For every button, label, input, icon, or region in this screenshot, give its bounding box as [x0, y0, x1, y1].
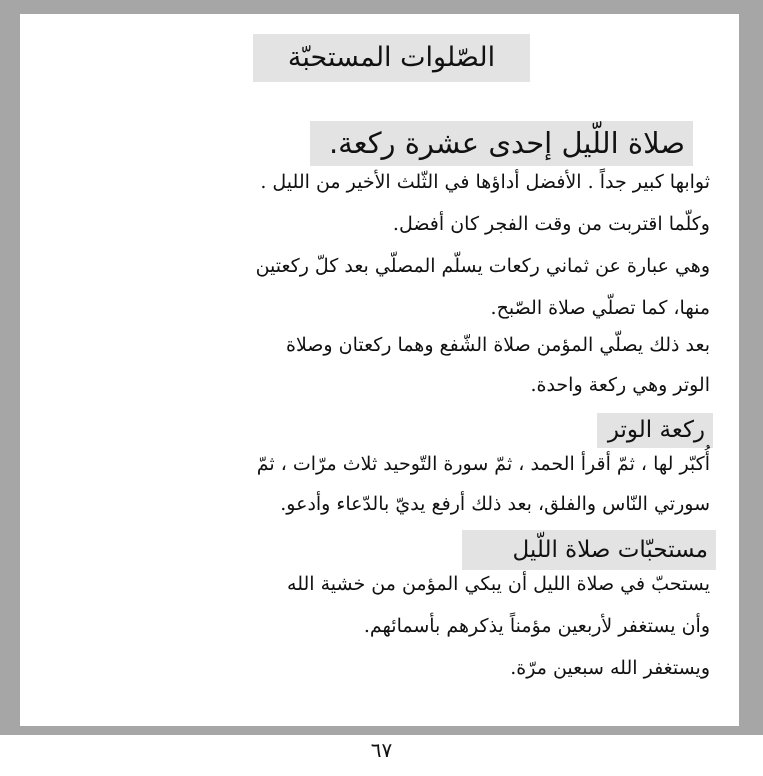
- body-line: منها، كما تصلّي صلاة الصّبح.: [490, 297, 710, 319]
- body-line: الوتر وهي ركعة واحدة.: [530, 374, 710, 396]
- body-line: ثوابها كبير جداً . الأفضل أداؤها في الثّلث الأخير من الليل .: [260, 171, 710, 193]
- body-line: وهي عبارة عن ثماني ركعات يسلّم المصلّي بعد كلّ ركعتين: [255, 255, 710, 277]
- body-line: يستحبّ في صلاة الليل أن يبكي المؤمن من خشية الله: [287, 573, 710, 595]
- body-line: سورتي النّاس والفلق، بعد ذلك أرفع يديّ بالدّعاء وأدعو.: [280, 493, 710, 515]
- page-title: الصّلوات المستحبّة: [253, 34, 530, 82]
- body-line: بعد ذلك يصلّي المؤمن صلاة الشّفع وهما ركعتان وصلاة: [285, 334, 710, 356]
- section-heading-night-prayer: صلاة اللّيل إحدى عشرة ركعة.: [310, 121, 693, 166]
- section-heading-recommended: مستحبّات صلاة اللّيل: [462, 530, 716, 570]
- body-line: ويستغفر الله سبعين مرّة.: [510, 657, 710, 679]
- body-line: أُكبّر لها ، ثمّ أقرأ الحمد ، ثمّ سورة التّوحيد ثلاث مرّات ، ثمّ: [256, 453, 710, 475]
- body-line: وأن يستغفر لأربعين مؤمناً يذكرهم بأسمائهم.: [363, 615, 710, 637]
- body-line: وكلّما اقتربت من وقت الفجر كان أفضل.: [392, 213, 710, 235]
- section-heading-witr: ركعة الوتر: [597, 413, 713, 448]
- page-number: ٦٧: [370, 738, 393, 762]
